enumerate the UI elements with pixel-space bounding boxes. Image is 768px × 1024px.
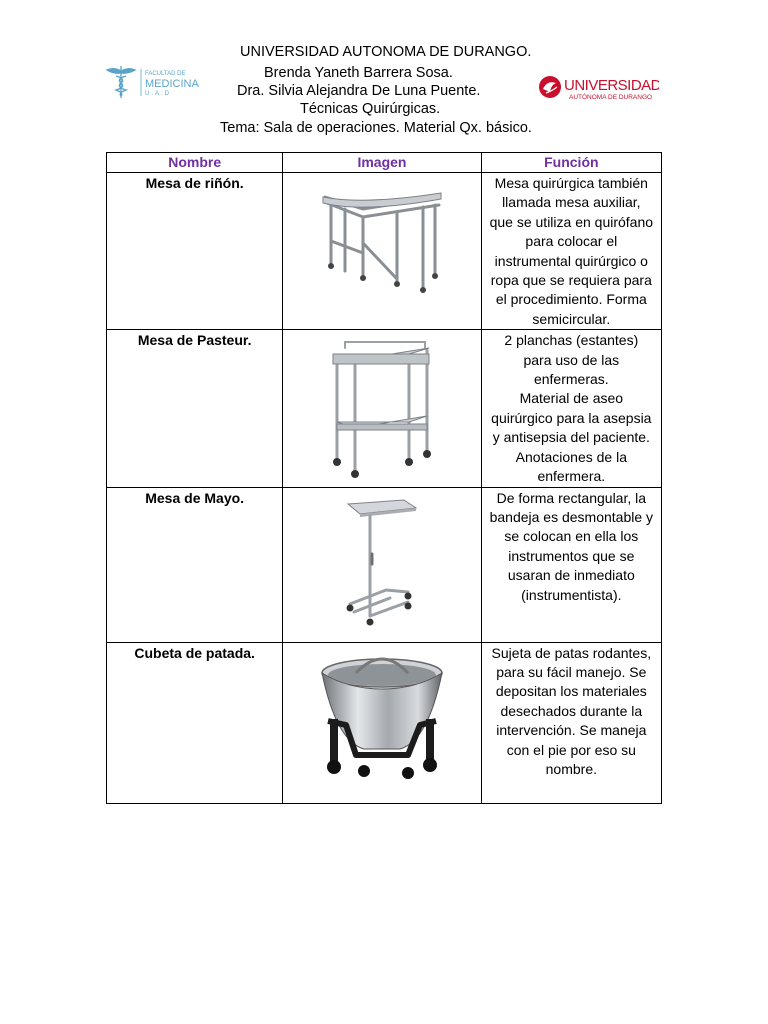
item-image-cell bbox=[283, 173, 481, 330]
header-teacher: Dra. Silvia Alejandra De Luna Puente. bbox=[237, 83, 481, 99]
uad-emblem-icon bbox=[537, 72, 659, 104]
svg-text:AUTÓNOMA DE DURANGO: AUTÓNOMA DE DURANGO bbox=[569, 94, 653, 101]
item-function: 2 planchas (estantes) para uso de las enfermeras. Material de aseo quirúrgico para la asepsia y antisepsia del paciente. Anotaciones de la enfermera. bbox=[481, 330, 661, 487]
column-header-nombre: Nombre bbox=[107, 153, 283, 173]
column-header-funcion: Función bbox=[481, 153, 661, 173]
header-university: UNIVERSIDAD AUTONOMA DE DURANGO. bbox=[240, 44, 532, 60]
table-row bbox=[107, 487, 662, 642]
item-image-cell bbox=[283, 487, 481, 642]
item-name: Cubeta de patada. bbox=[107, 642, 283, 803]
item-image-cell bbox=[283, 330, 481, 487]
table-row bbox=[107, 173, 662, 330]
svg-text:FACULTAD DE: FACULTAD DE bbox=[145, 71, 186, 77]
medicina-logo bbox=[104, 64, 200, 100]
table-header-row bbox=[107, 153, 662, 173]
kick-bucket-image bbox=[316, 651, 448, 781]
header-course: Técnicas Quirúrgicas. bbox=[300, 101, 441, 117]
table-row bbox=[107, 330, 662, 487]
header-student: Brenda Yaneth Barrera Sosa. bbox=[264, 65, 453, 81]
caduceus-icon bbox=[104, 64, 200, 100]
surgical-material-table bbox=[106, 152, 662, 804]
item-function: Mesa quirúrgica también llamada mesa auxiliar, que se utiliza en quirófano para colocar el instrumental quirúrgico o ropa que se requiera para el procedimiento. Forma semicircular. bbox=[481, 173, 661, 330]
item-function: De forma rectangular, la bandeja es desmontable y se colocan en ella los instrumentos que se usaran de inmediato (instrumentista). bbox=[481, 487, 661, 642]
column-header-imagen: Imagen bbox=[283, 153, 481, 173]
item-name: Mesa de Mayo. bbox=[107, 487, 283, 642]
svg-text:U.A.D: U.A.D bbox=[145, 91, 172, 97]
mayo-table-image bbox=[342, 494, 422, 634]
svg-text:MEDICINA: MEDICINA bbox=[145, 78, 199, 90]
kidney-table-image bbox=[317, 183, 447, 317]
pasteur-table-image bbox=[327, 338, 437, 478]
svg-text:UNIVERSIDAD: UNIVERSIDAD bbox=[564, 77, 659, 94]
item-name: Mesa de riñón. bbox=[107, 173, 283, 330]
uad-logo bbox=[537, 72, 659, 104]
item-name: Mesa de Pasteur. bbox=[107, 330, 283, 487]
item-image-cell bbox=[283, 642, 481, 803]
item-function: Sujeta de patas rodantes, para su fácil manejo. Se depositan los materiales desechados durante la intervención. Se maneja con el pie por eso su nombre. bbox=[481, 642, 661, 803]
table-row bbox=[107, 642, 662, 803]
header-topic: Tema: Sala de operaciones. Material Qx. básico. bbox=[220, 120, 532, 136]
